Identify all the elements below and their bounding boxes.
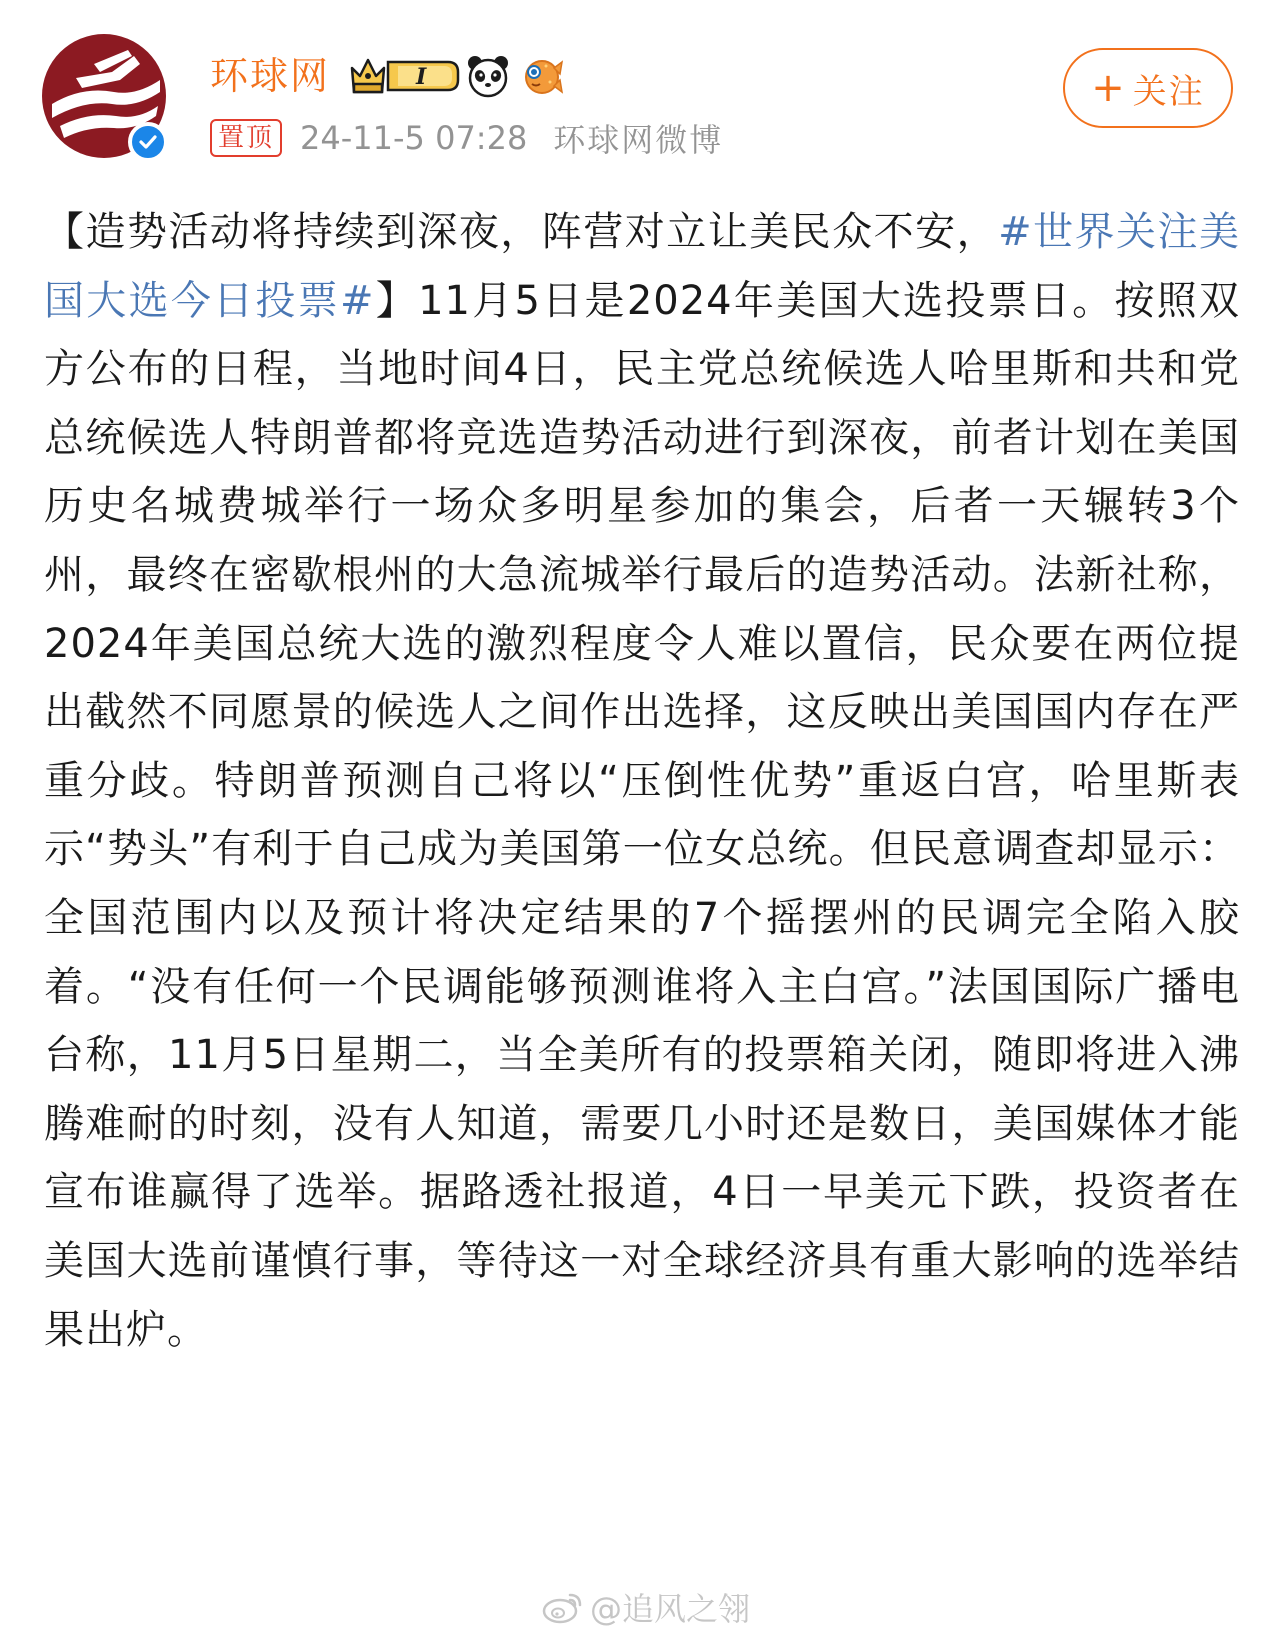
avatar[interactable]: [42, 34, 166, 158]
close-bracket: 】: [374, 277, 419, 324]
post-body-text: 11月5日是2024年美国大选投票日。按照双方公布的日程，当地时间4日，民主党总统候选人哈里斯和共和党总统候选人特朗普都将竞选造势活动进行到深夜，前者计划在美国历史名城费城举行一场众多明星参加的集会，后者一天辗转3个州，最终在密歇根州的大急流城举行最后的造势活动。法新社称，2024年美国总统大选的激烈程度令人难以置信，民众要在两位提出截然不同愿景的候选人之间作出选择，这反映出美国国内存在严重分歧。特朗普预测自己将以“压倒性优势”重返白宫，哈里斯表示“势头”有利于自己成为美国第一位女总统。但民意调查却显示：全国范围内以及预计将决定结果的7个摇摆州的民调完全陷入胶着。“没有任何一个民调能够预测谁将入主白宫。”法国国际广播电台称，11月5日星期二，当全美所有的投票箱关闭，随即将进入沸腾难耐的时刻，没有人知道，需要几小时还是数日，美国媒体才能宣布谁赢得了选举。据路透社报道，4日一早美元下跌，投资者在美国大选前谨慎行事，等待这一对全球经济具有重大影响的选举结果出炉。: [44, 277, 1241, 1353]
post-timestamp: 24-11-5 07:28: [300, 119, 528, 157]
follow-label: 关注: [1132, 71, 1205, 112]
post-meta: [210, 116, 723, 160]
hashtag-link[interactable]: #世界关注美国大选今日投票#: [44, 209, 1241, 324]
username[interactable]: 环球网: [210, 54, 331, 98]
watermark: [540, 1585, 750, 1629]
watermark-text: @追风之翎: [590, 1590, 751, 1628]
panda-badge-icon[interactable]: [466, 54, 510, 98]
pinned-tag: 置顶: [210, 119, 282, 157]
weibo-logo-icon: [540, 1589, 584, 1625]
follow-button[interactable]: [1063, 48, 1233, 128]
pufferfish-badge-icon[interactable]: [520, 54, 564, 98]
post-source: 环球网微博: [553, 121, 724, 159]
post-header: [0, 0, 1284, 180]
open-bracket: 【: [44, 209, 86, 255]
name-row: [210, 48, 564, 104]
post-headline: 造势活动将持续到深夜，阵营对立让美民众不安，: [85, 209, 999, 255]
vip-crown-badge-icon[interactable]: [348, 54, 460, 98]
verified-check-icon: [128, 122, 168, 162]
plus-icon: +: [1091, 65, 1127, 111]
post-text: [44, 198, 1240, 1364]
vip-level-text: I: [416, 64, 427, 90]
